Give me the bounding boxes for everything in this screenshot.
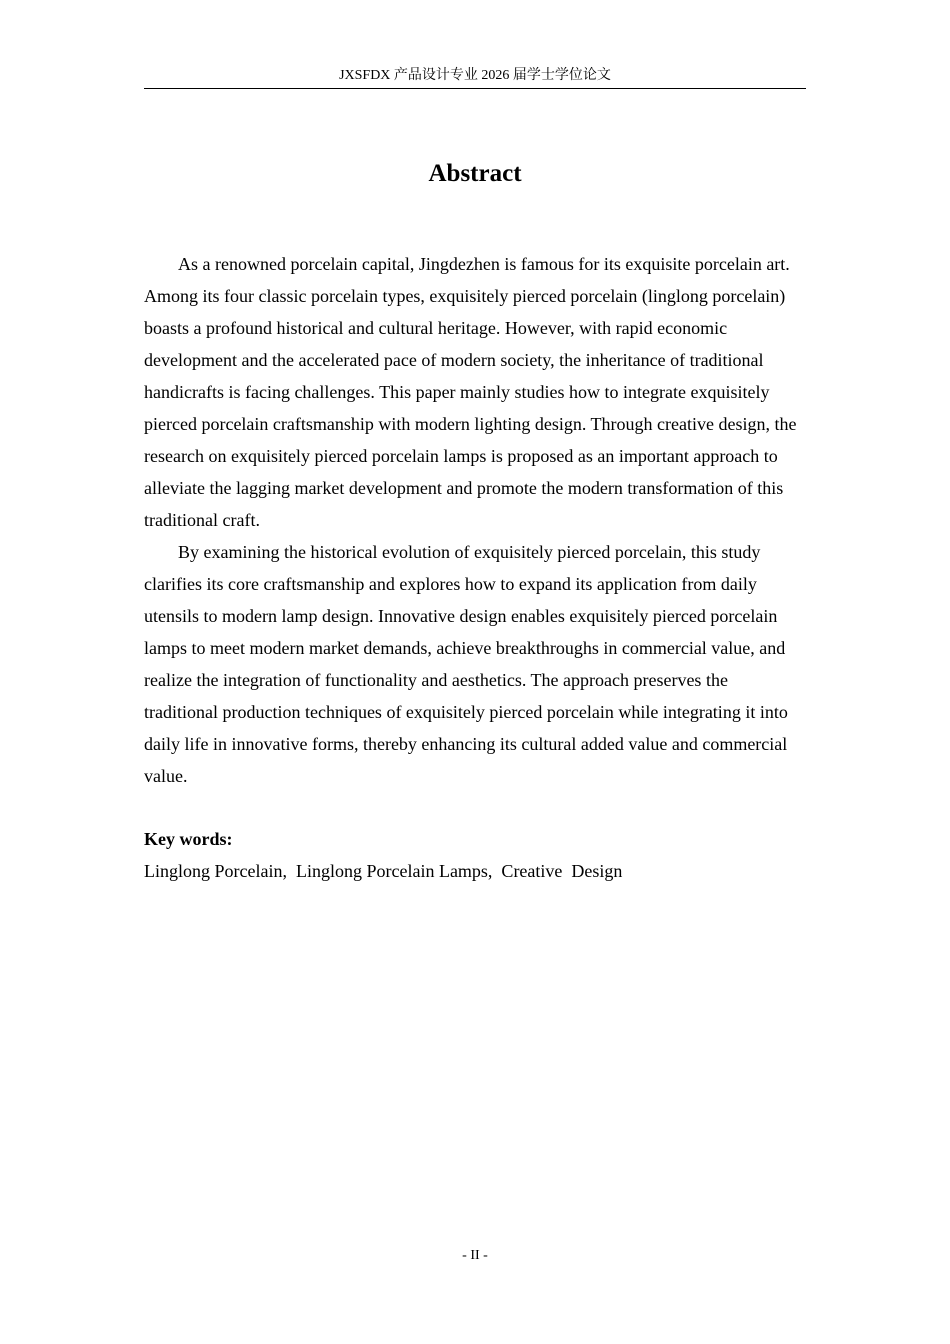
header-text: JXSFDX 产品设计专业 2026 届学士学位论文 [339, 68, 611, 83]
abstract-body [144, 248, 806, 792]
abstract-paragraph-2: By examining the historical evolution of exquisitely pierced porcelain, this study clarifies its core craftsmanship and explores how to expand its application from daily utensils to modern lamp design. Innovative design enables exquisitely pierced porcelain lamps to meet modern market demands, achieve breakthroughs in commercial value, and realize the integration of functionality and aesthetics. The approach preserves the traditional production techniques of exquisitely pierced porcelain while integrating it into daily life in innovative forms, thereby enhancing its cultural added value and commercial value. [144, 542, 788, 786]
page-number: - II - [462, 1248, 488, 1263]
abstract-paragraph-1: As a renowned porcelain capital, Jingdezhen is famous for its exquisite porcelain art. Among its four classic porcelain types, exquisitely pierced porcelain (linglong porcelain) boasts a profound historical and cultural heritage. However, with rapid economic development and the accelerated pace of modern society, the inheritance of traditional handicrafts is facing challenges. This paper mainly studies how to integrate exquisitely pierced porcelain craftsmanship with modern lighting design. Through creative design, the research on exquisitely pierced porcelain lamps is proposed as an important approach to alleviate the lagging market development and promote the modern transformation of this traditional craft. [144, 254, 797, 530]
keywords-list: Linglong Porcelain, Linglong Porcelain Lamps, Creative Design [144, 861, 623, 881]
page-title: Abstract [428, 160, 522, 187]
keywords-heading: Key words: [144, 829, 233, 849]
page-header [144, 66, 806, 89]
keywords-block [144, 823, 806, 887]
